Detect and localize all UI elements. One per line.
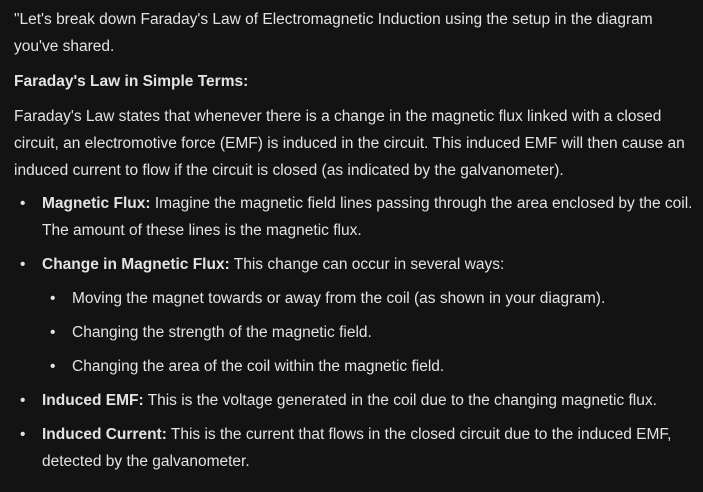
list-item-induced-current bbox=[14, 421, 694, 475]
list-item-term: Magnetic Flux: bbox=[42, 195, 151, 212]
sub-list-item: • Changing the area of the coil within the magnetic field. bbox=[42, 353, 694, 380]
intro-paragraph: "Let's break down Faraday's Law of Electromagnetic Induction using the setup in the diagram you've shared. bbox=[14, 11, 653, 55]
list-item-text: This is the current that flows in the closed circuit due to the induced EMF, detected by the galvanometer. bbox=[42, 426, 672, 470]
list-item-text: Imagine the magnetic field lines passing through the area enclosed by the coil. The amount of these lines is the magnetic flux. bbox=[42, 195, 693, 239]
list-item-term: Induced EMF: bbox=[42, 392, 144, 409]
list-item-induced-emf bbox=[14, 387, 694, 414]
list-item-term: Change in Magnetic Flux: bbox=[42, 256, 230, 273]
chat-response bbox=[14, 6, 694, 482]
bullet-list bbox=[14, 190, 694, 475]
list-item-term: Induced Current: bbox=[42, 426, 167, 443]
body-paragraph: Faraday's Law states that whenever there is a change in the magnetic flux linked with a closed circuit, an electromotive force (EMF) is induced in the circuit. This induced EMF will then cause an induced current to flow if the circuit is closed (as indicated by the galvanometer). bbox=[14, 108, 685, 179]
sub-list-item: • Changing the strength of the magnetic field. bbox=[42, 319, 694, 346]
section-heading: Faraday's Law in Simple Terms: bbox=[14, 73, 249, 90]
sub-bullet-list bbox=[42, 285, 694, 380]
list-item-text: This is the voltage generated in the coil due to the changing magnetic flux. bbox=[143, 392, 657, 409]
list-item-text: This change can occur in several ways: bbox=[229, 256, 505, 273]
sub-list-item: • Moving the magnet towards or away from the coil (as shown in your diagram). bbox=[42, 285, 694, 312]
list-item-magnetic-flux bbox=[14, 190, 694, 244]
list-item-change-in-flux bbox=[14, 251, 694, 380]
